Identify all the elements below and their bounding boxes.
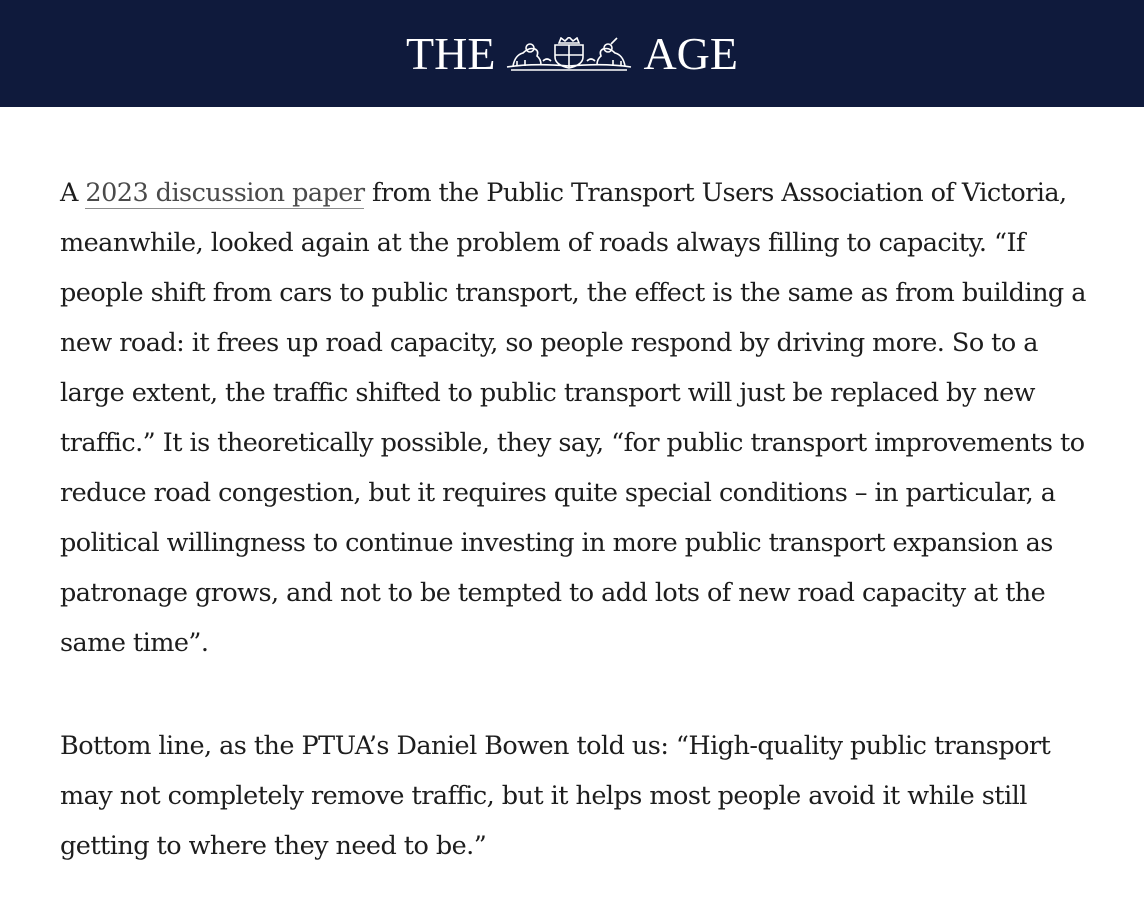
logo-word-the: THE	[406, 27, 496, 79]
article-paragraph-1	[60, 168, 1100, 668]
coat-of-arms-icon	[503, 37, 635, 71]
paragraph-1-lead: A	[60, 178, 86, 208]
logo-word-age: AGE	[643, 27, 738, 79]
article-paragraph-2: Bottom line, as the PTUA’s Daniel Bowen told us: “High-quality public transport may not completely remove traffic, but it helps most people avoid it while still getting to where they need to be.”	[60, 731, 1051, 861]
the-age-logo[interactable]	[406, 27, 738, 79]
masthead	[0, 0, 1144, 107]
discussion-paper-link[interactable]: 2023 discussion paper	[85, 178, 365, 208]
paragraph-1-text: from the Public Transport Users Association of Victoria, meanwhile, looked again at the problem of roads always filling to capacity. “If people shift from cars to public transport, the effect is the same as from building a new road: it frees up road capacity, so people respond by driving more. So to a large extent, the traffic shifted to public transport will just be replaced by new traffic.” It is theoretically possible, they say, “for public transport improvements to reduce road congestion, but it requires quite special conditions – in particular, a political willingness to continue investing in more public transport expansion as patronage grows, and not to be tempted to add lots of new road capacity at the same time”.	[60, 178, 1086, 658]
article-body	[60, 168, 1100, 871]
